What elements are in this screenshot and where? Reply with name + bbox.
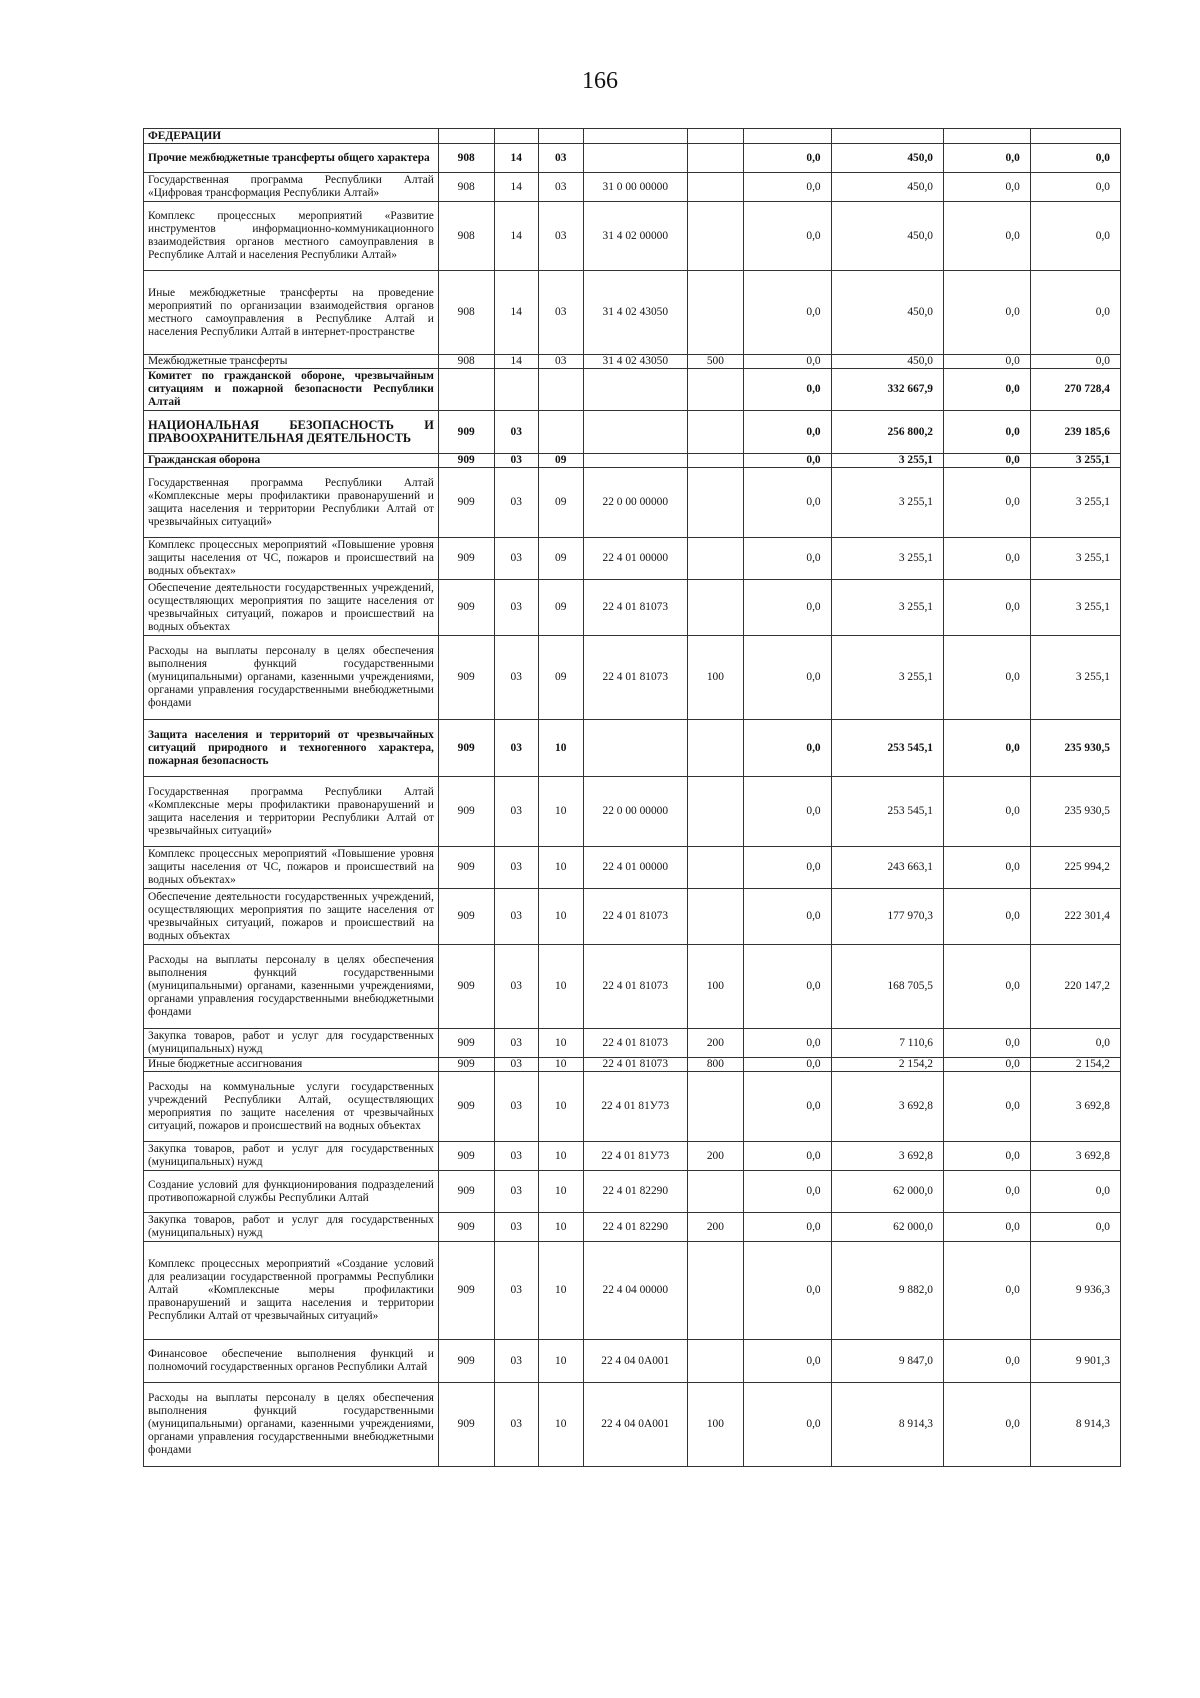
value-col-3-cell: 0,0: [944, 1213, 1031, 1242]
table-row: [144, 411, 1121, 454]
value-col-1-cell: 0,0: [743, 411, 831, 454]
target-article-cell: 22 4 01 81073: [583, 889, 688, 945]
value-col-4-cell: 0,0: [1030, 355, 1120, 369]
page-number: 166: [582, 68, 618, 94]
ministry-code-cell: 909: [438, 1383, 494, 1467]
value-col-3-cell: 0,0: [944, 1171, 1031, 1213]
ministry-code-cell: 909: [438, 411, 494, 454]
value-col-1-cell: 0,0: [743, 1213, 831, 1242]
row-label-cell: Защита населения и территорий от чрезвычайных ситуаций природного и техногенного характера, пожарная безопасность: [144, 720, 439, 777]
ministry-code-cell: 909: [438, 468, 494, 538]
subsection-code-cell: 10: [539, 1383, 584, 1467]
value-col-4-cell: 3 255,1: [1030, 636, 1120, 720]
target-article-cell: [583, 129, 688, 144]
value-col-1-cell: 0,0: [743, 1242, 831, 1340]
target-article-cell: 22 4 01 00000: [583, 847, 688, 889]
section-code-cell: 14: [494, 144, 539, 173]
value-col-3-cell: 0,0: [944, 1242, 1031, 1340]
target-article-cell: 22 4 01 81073: [583, 945, 688, 1029]
ministry-code-cell: 908: [438, 271, 494, 355]
row-label-cell: Комплекс процессных мероприятий «Повышение уровня защиты населения от ЧС, пожаров и происшествий на водных объектах»: [144, 847, 439, 889]
target-article-cell: 31 4 02 43050: [583, 355, 688, 369]
value-col-1-cell: 0,0: [743, 173, 831, 202]
subsection-code-cell: 10: [539, 1242, 584, 1340]
row-label-cell: Финансовое обеспечение выполнения функций и полномочий государственных органов Республики Алтай: [144, 1340, 439, 1383]
table-row: [144, 777, 1121, 847]
subsection-code-cell: 09: [539, 580, 584, 636]
table-row: [144, 369, 1121, 411]
value-col-2-cell: 3 255,1: [831, 468, 943, 538]
row-label-cell: ФЕДЕРАЦИИ: [144, 129, 439, 144]
expense-type-cell: [688, 173, 744, 202]
section-code-cell: 14: [494, 202, 539, 271]
subsection-code-cell: [539, 411, 584, 454]
value-col-2-cell: 8 914,3: [831, 1383, 943, 1467]
expense-type-cell: [688, 777, 744, 847]
section-code-cell: 03: [494, 1383, 539, 1467]
expense-type-cell: [688, 271, 744, 355]
table-row: [144, 1383, 1121, 1467]
value-col-2-cell: 177 970,3: [831, 889, 943, 945]
value-col-4-cell: 0,0: [1030, 144, 1120, 173]
expense-type-cell: [688, 1171, 744, 1213]
value-col-1-cell: 0,0: [743, 720, 831, 777]
row-label-cell: Закупка товаров, работ и услуг для государственных (муниципальных) нужд: [144, 1213, 439, 1242]
target-article-cell: [583, 454, 688, 468]
expense-type-cell: [688, 129, 744, 144]
value-col-1-cell: 0,0: [743, 271, 831, 355]
target-article-cell: 22 4 01 81У73: [583, 1142, 688, 1171]
value-col-3-cell: 0,0: [944, 1058, 1031, 1072]
section-code-cell: 03: [494, 1171, 539, 1213]
subsection-code-cell: 10: [539, 1058, 584, 1072]
row-label-cell: Иные бюджетные ассигнования: [144, 1058, 439, 1072]
value-col-4-cell: 0,0: [1030, 1029, 1120, 1058]
value-col-2-cell: 2 154,2: [831, 1058, 943, 1072]
ministry-code-cell: 909: [438, 454, 494, 468]
value-col-4-cell: 3 255,1: [1030, 454, 1120, 468]
value-col-2-cell: 253 545,1: [831, 777, 943, 847]
expense-type-cell: 500: [688, 355, 744, 369]
table-row: [144, 1242, 1121, 1340]
target-article-cell: 22 4 01 82290: [583, 1213, 688, 1242]
value-col-4-cell: 3 255,1: [1030, 468, 1120, 538]
subsection-code-cell: 09: [539, 454, 584, 468]
table-row: [144, 889, 1121, 945]
value-col-2-cell: [831, 129, 943, 144]
target-article-cell: 22 4 01 81073: [583, 1058, 688, 1072]
row-label-cell: Государственная программа Республики Алтай «Цифровая трансформация Республики Алтай»: [144, 173, 439, 202]
value-col-1-cell: [743, 129, 831, 144]
value-col-4-cell: [1030, 129, 1120, 144]
expense-type-cell: [688, 720, 744, 777]
ministry-code-cell: 909: [438, 720, 494, 777]
expense-type-cell: 100: [688, 1383, 744, 1467]
target-article-cell: [583, 144, 688, 173]
section-code-cell: 03: [494, 580, 539, 636]
value-col-3-cell: 0,0: [944, 369, 1031, 411]
value-col-1-cell: 0,0: [743, 1340, 831, 1383]
value-col-2-cell: 9 882,0: [831, 1242, 943, 1340]
value-col-2-cell: 450,0: [831, 355, 943, 369]
subsection-code-cell: 03: [539, 144, 584, 173]
budget-table: [143, 128, 1121, 1467]
row-label-cell: Закупка товаров, работ и услуг для государственных (муниципальных) нужд: [144, 1029, 439, 1058]
subsection-code-cell: 03: [539, 355, 584, 369]
value-col-2-cell: 3 692,8: [831, 1072, 943, 1142]
value-col-3-cell: 0,0: [944, 847, 1031, 889]
value-col-3-cell: 0,0: [944, 1029, 1031, 1058]
value-col-4-cell: 3 692,8: [1030, 1072, 1120, 1142]
value-col-1-cell: 0,0: [743, 847, 831, 889]
subsection-code-cell: 10: [539, 1142, 584, 1171]
value-col-2-cell: 62 000,0: [831, 1213, 943, 1242]
table-row: [144, 1213, 1121, 1242]
value-col-1-cell: 0,0: [743, 945, 831, 1029]
ministry-code-cell: 909: [438, 538, 494, 580]
value-col-3-cell: 0,0: [944, 1340, 1031, 1383]
ministry-code-cell: 909: [438, 1058, 494, 1072]
table-row: [144, 720, 1121, 777]
table-row: [144, 454, 1121, 468]
value-col-4-cell: 220 147,2: [1030, 945, 1120, 1029]
table-row: [144, 468, 1121, 538]
ministry-code-cell: [438, 369, 494, 411]
section-code-cell: 14: [494, 271, 539, 355]
ministry-code-cell: 909: [438, 1142, 494, 1171]
table-row: [144, 1058, 1121, 1072]
value-col-1-cell: 0,0: [743, 538, 831, 580]
table-row: [144, 1142, 1121, 1171]
table-row: [144, 129, 1121, 144]
value-col-1-cell: 0,0: [743, 468, 831, 538]
value-col-1-cell: 0,0: [743, 580, 831, 636]
section-code-cell: 03: [494, 847, 539, 889]
value-col-2-cell: 450,0: [831, 202, 943, 271]
expense-type-cell: [688, 580, 744, 636]
section-code-cell: 14: [494, 173, 539, 202]
target-article-cell: 31 4 02 00000: [583, 202, 688, 271]
value-col-4-cell: 235 930,5: [1030, 777, 1120, 847]
value-col-3-cell: 0,0: [944, 636, 1031, 720]
value-col-4-cell: 0,0: [1030, 202, 1120, 271]
expense-type-cell: 200: [688, 1213, 744, 1242]
ministry-code-cell: 908: [438, 355, 494, 369]
subsection-code-cell: 03: [539, 173, 584, 202]
value-col-4-cell: 3 255,1: [1030, 580, 1120, 636]
section-code-cell: [494, 369, 539, 411]
value-col-2-cell: 243 663,1: [831, 847, 943, 889]
value-col-2-cell: 450,0: [831, 271, 943, 355]
value-col-3-cell: [944, 129, 1031, 144]
value-col-4-cell: 235 930,5: [1030, 720, 1120, 777]
value-col-4-cell: 239 185,6: [1030, 411, 1120, 454]
section-code-cell: 03: [494, 1029, 539, 1058]
value-col-1-cell: 0,0: [743, 1383, 831, 1467]
section-code-cell: 03: [494, 1242, 539, 1340]
value-col-1-cell: 0,0: [743, 1142, 831, 1171]
table-row: [144, 271, 1121, 355]
value-col-1-cell: 0,0: [743, 1171, 831, 1213]
value-col-2-cell: 9 847,0: [831, 1340, 943, 1383]
expense-type-cell: [688, 538, 744, 580]
target-article-cell: 22 4 01 81073: [583, 1029, 688, 1058]
row-label-cell: Иные межбюджетные трансферты на проведение мероприятий по организации взаимодействия органов местного самоуправления в Республике Алтай и населения Республики Алтай в интернет-пространстве: [144, 271, 439, 355]
subsection-code-cell: 10: [539, 1171, 584, 1213]
value-col-2-cell: 3 255,1: [831, 580, 943, 636]
ministry-code-cell: 909: [438, 889, 494, 945]
subsection-code-cell: 10: [539, 720, 584, 777]
value-col-4-cell: 0,0: [1030, 271, 1120, 355]
table-row: [144, 945, 1121, 1029]
row-label-cell: Межбюджетные трансферты: [144, 355, 439, 369]
value-col-1-cell: 0,0: [743, 454, 831, 468]
row-label-cell: Расходы на коммунальные услуги государственных учреждений Республики Алтай, осуществляющих мероприятия по защите населения от чрезвычайных ситуаций, пожаров и происшествий на водных объектах: [144, 1072, 439, 1142]
target-article-cell: 22 4 01 81073: [583, 636, 688, 720]
value-col-1-cell: 0,0: [743, 636, 831, 720]
table-row: [144, 173, 1121, 202]
row-label-cell: Государственная программа Республики Алтай «Комплексные меры профилактики правонарушений и защита населения и территории Республики Алтай от чрезвычайных ситуаций»: [144, 777, 439, 847]
subsection-code-cell: 03: [539, 271, 584, 355]
section-code-cell: 03: [494, 777, 539, 847]
subsection-code-cell: [539, 369, 584, 411]
subsection-code-cell: 10: [539, 777, 584, 847]
ministry-code-cell: 909: [438, 636, 494, 720]
subsection-code-cell: 03: [539, 202, 584, 271]
value-col-2-cell: 3 255,1: [831, 636, 943, 720]
expense-type-cell: 800: [688, 1058, 744, 1072]
expense-type-cell: [688, 847, 744, 889]
value-col-1-cell: 0,0: [743, 144, 831, 173]
target-article-cell: 22 0 00 00000: [583, 468, 688, 538]
value-col-1-cell: 0,0: [743, 369, 831, 411]
expense-type-cell: 100: [688, 636, 744, 720]
value-col-3-cell: 0,0: [944, 468, 1031, 538]
section-code-cell: 03: [494, 411, 539, 454]
value-col-4-cell: 270 728,4: [1030, 369, 1120, 411]
value-col-1-cell: 0,0: [743, 355, 831, 369]
section-code-cell: [494, 129, 539, 144]
subsection-code-cell: 10: [539, 1072, 584, 1142]
section-code-cell: 03: [494, 1340, 539, 1383]
expense-type-cell: [688, 1340, 744, 1383]
row-label-cell: Комплекс процессных мероприятий «Создание условий для реализации государственной программы Республики Алтай «Комплексные меры профилактики правонарушений и защита населения и территории Республики Алтай от чрезвычайных ситуаций»: [144, 1242, 439, 1340]
ministry-code-cell: 909: [438, 777, 494, 847]
subsection-code-cell: 09: [539, 468, 584, 538]
row-label-cell: Создание условий для функционирования подразделений противопожарной службы Республики Алтай: [144, 1171, 439, 1213]
ministry-code-cell: 909: [438, 1029, 494, 1058]
value-col-2-cell: 332 667,9: [831, 369, 943, 411]
value-col-2-cell: 3 255,1: [831, 538, 943, 580]
expense-type-cell: [688, 202, 744, 271]
expense-type-cell: [688, 369, 744, 411]
expense-type-cell: [688, 411, 744, 454]
table-row: [144, 144, 1121, 173]
value-col-3-cell: 0,0: [944, 411, 1031, 454]
subsection-code-cell: 10: [539, 1029, 584, 1058]
row-label-cell: Обеспечение деятельности государственных учреждений, осуществляющих мероприятия по защите населения от чрезвычайных ситуаций, пожаров и происшествий на водных объектах: [144, 580, 439, 636]
value-col-2-cell: 253 545,1: [831, 720, 943, 777]
value-col-3-cell: 0,0: [944, 173, 1031, 202]
value-col-1-cell: 0,0: [743, 889, 831, 945]
value-col-1-cell: 0,0: [743, 1072, 831, 1142]
table-row: [144, 1029, 1121, 1058]
target-article-cell: [583, 369, 688, 411]
expense-type-cell: [688, 468, 744, 538]
value-col-4-cell: 2 154,2: [1030, 1058, 1120, 1072]
subsection-code-cell: 10: [539, 1340, 584, 1383]
ministry-code-cell: 909: [438, 1213, 494, 1242]
value-col-3-cell: 0,0: [944, 202, 1031, 271]
value-col-2-cell: 450,0: [831, 173, 943, 202]
value-col-3-cell: 0,0: [944, 580, 1031, 636]
ministry-code-cell: 908: [438, 202, 494, 271]
subsection-code-cell: 10: [539, 1213, 584, 1242]
value-col-4-cell: 0,0: [1030, 173, 1120, 202]
ministry-code-cell: 909: [438, 847, 494, 889]
section-code-cell: 03: [494, 1058, 539, 1072]
value-col-3-cell: 0,0: [944, 720, 1031, 777]
expense-type-cell: [688, 454, 744, 468]
row-label-cell: Государственная программа Республики Алтай «Комплексные меры профилактики правонарушений и защита населения и территории Республики Алтай от чрезвычайных ситуаций»: [144, 468, 439, 538]
value-col-1-cell: 0,0: [743, 1058, 831, 1072]
target-article-cell: [583, 720, 688, 777]
section-code-cell: 03: [494, 538, 539, 580]
row-label-cell: Прочие межбюджетные трансферты общего характера: [144, 144, 439, 173]
value-col-4-cell: 9 901,3: [1030, 1340, 1120, 1383]
value-col-1-cell: 0,0: [743, 202, 831, 271]
table-row: [144, 538, 1121, 580]
row-label-cell: Комитет по гражданской обороне, чрезвычайным ситуациям и пожарной безопасности Республики Алтай: [144, 369, 439, 411]
table-row: [144, 1171, 1121, 1213]
section-code-cell: 03: [494, 945, 539, 1029]
section-code-cell: 03: [494, 720, 539, 777]
value-col-4-cell: 222 301,4: [1030, 889, 1120, 945]
section-code-cell: 03: [494, 1213, 539, 1242]
value-col-2-cell: 168 705,5: [831, 945, 943, 1029]
target-article-cell: 22 4 01 81У73: [583, 1072, 688, 1142]
table-row: [144, 1340, 1121, 1383]
target-article-cell: 31 4 02 43050: [583, 271, 688, 355]
section-code-cell: 03: [494, 636, 539, 720]
ministry-code-cell: 908: [438, 144, 494, 173]
value-col-4-cell: 0,0: [1030, 1213, 1120, 1242]
expense-type-cell: 200: [688, 1029, 744, 1058]
ministry-code-cell: 908: [438, 173, 494, 202]
subsection-code-cell: [539, 129, 584, 144]
ministry-code-cell: 909: [438, 580, 494, 636]
value-col-3-cell: 0,0: [944, 355, 1031, 369]
value-col-4-cell: 3 692,8: [1030, 1142, 1120, 1171]
ministry-code-cell: 909: [438, 1171, 494, 1213]
target-article-cell: 22 4 04 0А001: [583, 1383, 688, 1467]
expense-type-cell: [688, 1072, 744, 1142]
value-col-3-cell: 0,0: [944, 1383, 1031, 1467]
table-row: [144, 847, 1121, 889]
section-code-cell: 14: [494, 355, 539, 369]
expense-type-cell: [688, 1242, 744, 1340]
row-label-cell: Расходы на выплаты персоналу в целях обеспечения выполнения функций государственными (муниципальными) органами, казенными учреждениями, органами управления государственными внебюджетными фондами: [144, 636, 439, 720]
ministry-code-cell: 909: [438, 1340, 494, 1383]
value-col-3-cell: 0,0: [944, 777, 1031, 847]
subsection-code-cell: 09: [539, 636, 584, 720]
table-row: [144, 636, 1121, 720]
row-label-cell: Комплекс процессных мероприятий «Повышение уровня защиты населения от ЧС, пожаров и происшествий на водных объектах»: [144, 538, 439, 580]
section-code-cell: 03: [494, 1072, 539, 1142]
target-article-cell: 22 4 01 00000: [583, 538, 688, 580]
target-article-cell: [583, 411, 688, 454]
section-code-cell: 03: [494, 454, 539, 468]
row-label-cell: НАЦИОНАЛЬНАЯ БЕЗОПАСНОСТЬ И ПРАВООХРАНИТЕЛЬНАЯ ДЕЯТЕЛЬНОСТЬ: [144, 411, 439, 454]
subsection-code-cell: 09: [539, 538, 584, 580]
value-col-3-cell: 0,0: [944, 538, 1031, 580]
ministry-code-cell: 909: [438, 945, 494, 1029]
value-col-2-cell: 450,0: [831, 144, 943, 173]
value-col-2-cell: 7 110,6: [831, 1029, 943, 1058]
value-col-3-cell: 0,0: [944, 144, 1031, 173]
subsection-code-cell: 10: [539, 889, 584, 945]
target-article-cell: 31 0 00 00000: [583, 173, 688, 202]
value-col-3-cell: 0,0: [944, 1072, 1031, 1142]
value-col-2-cell: 256 800,2: [831, 411, 943, 454]
value-col-3-cell: 0,0: [944, 454, 1031, 468]
value-col-4-cell: 8 914,3: [1030, 1383, 1120, 1467]
table-row: [144, 355, 1121, 369]
section-code-cell: 03: [494, 1142, 539, 1171]
target-article-cell: 22 4 01 82290: [583, 1171, 688, 1213]
value-col-3-cell: 0,0: [944, 889, 1031, 945]
target-article-cell: 22 4 01 81073: [583, 580, 688, 636]
section-code-cell: 03: [494, 889, 539, 945]
value-col-4-cell: 9 936,3: [1030, 1242, 1120, 1340]
expense-type-cell: [688, 144, 744, 173]
target-article-cell: 22 4 04 00000: [583, 1242, 688, 1340]
value-col-3-cell: 0,0: [944, 271, 1031, 355]
section-code-cell: 03: [494, 468, 539, 538]
target-article-cell: 22 0 00 00000: [583, 777, 688, 847]
table-row: [144, 580, 1121, 636]
expense-type-cell: 100: [688, 945, 744, 1029]
value-col-3-cell: 0,0: [944, 1142, 1031, 1171]
value-col-4-cell: 3 255,1: [1030, 538, 1120, 580]
value-col-2-cell: 62 000,0: [831, 1171, 943, 1213]
value-col-4-cell: 0,0: [1030, 1171, 1120, 1213]
row-label-cell: Расходы на выплаты персоналу в целях обеспечения выполнения функций государственными (муниципальными) органами, казенными учреждениями, органами управления государственными внебюджетными фондами: [144, 1383, 439, 1467]
ministry-code-cell: 909: [438, 1242, 494, 1340]
ministry-code-cell: 909: [438, 1072, 494, 1142]
subsection-code-cell: 10: [539, 847, 584, 889]
expense-type-cell: [688, 889, 744, 945]
expense-type-cell: 200: [688, 1142, 744, 1171]
target-article-cell: 22 4 04 0А001: [583, 1340, 688, 1383]
table-row: [144, 202, 1121, 271]
value-col-1-cell: 0,0: [743, 777, 831, 847]
value-col-2-cell: 3 692,8: [831, 1142, 943, 1171]
row-label-cell: Обеспечение деятельности государственных учреждений, осуществляющих мероприятия по защите населения от чрезвычайных ситуаций, пожаров и происшествий на водных объектах: [144, 889, 439, 945]
row-label-cell: Расходы на выплаты персоналу в целях обеспечения выполнения функций государственными (муниципальными) органами, казенными учреждениями, органами управления государственными внебюджетными фондами: [144, 945, 439, 1029]
row-label-cell: Комплекс процессных мероприятий «Развитие инструментов информационно-коммуникационного взаимодействия органов местного самоуправления в Республике Алтай и населения Республики Алтай»: [144, 202, 439, 271]
value-col-3-cell: 0,0: [944, 945, 1031, 1029]
value-col-4-cell: 225 994,2: [1030, 847, 1120, 889]
table-row: [144, 1072, 1121, 1142]
subsection-code-cell: 10: [539, 945, 584, 1029]
row-label-cell: Гражданская оборона: [144, 454, 439, 468]
value-col-2-cell: 3 255,1: [831, 454, 943, 468]
value-col-1-cell: 0,0: [743, 1029, 831, 1058]
row-label-cell: Закупка товаров, работ и услуг для государственных (муниципальных) нужд: [144, 1142, 439, 1171]
ministry-code-cell: [438, 129, 494, 144]
